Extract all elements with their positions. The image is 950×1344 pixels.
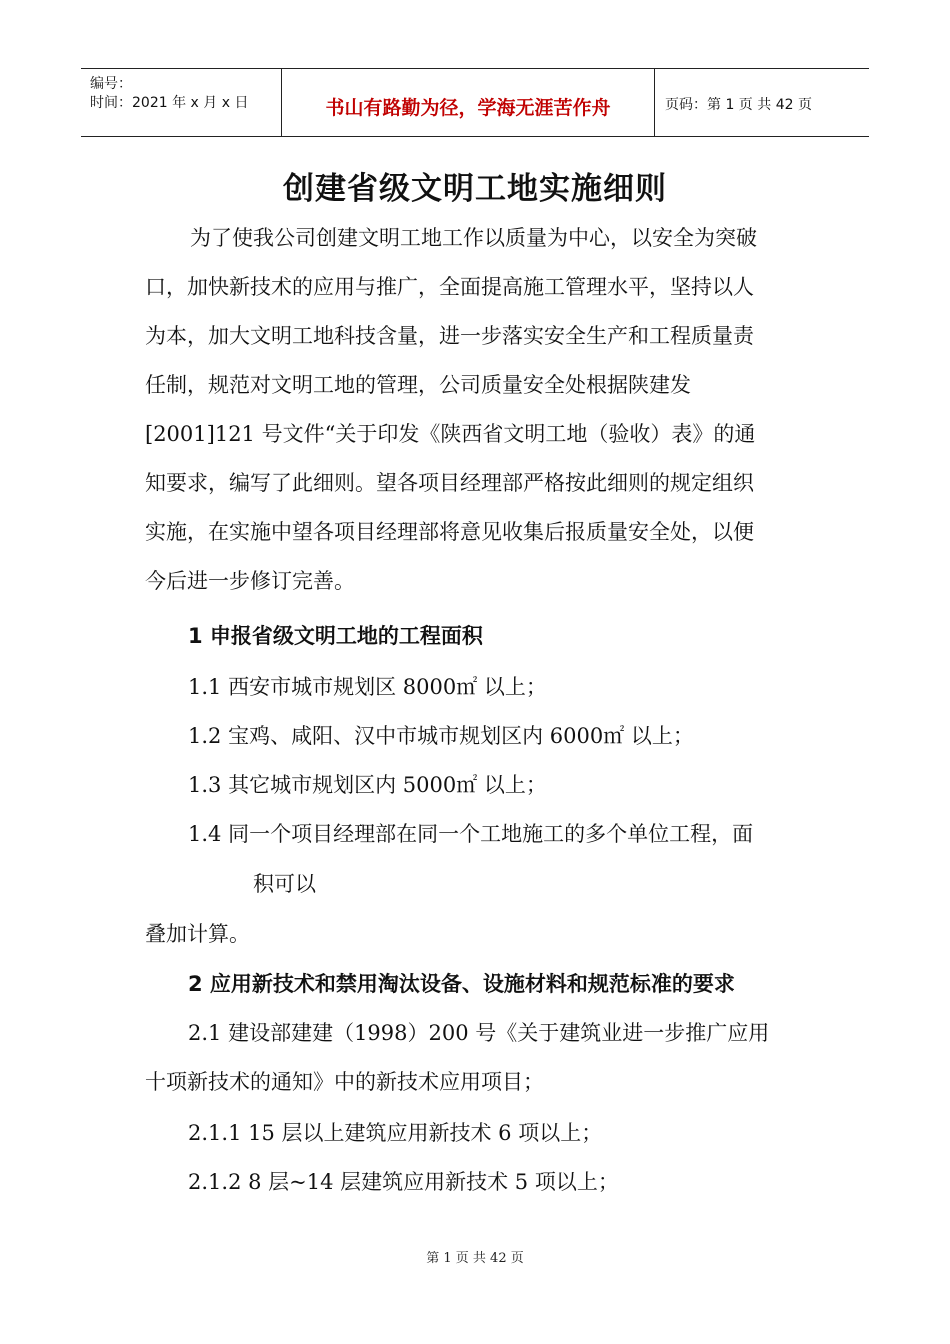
- list-item: 2.1.1 15 层以上建筑应用新技术 6 项以上；: [188, 1121, 603, 1145]
- intro-line: 口，加快新技术的应用与推广，全面提高施工管理水平，坚持以人: [145, 275, 754, 299]
- intro-line: 知要求，编写了此细则。望各项目经理部严格按此细则的规定组织: [145, 471, 754, 495]
- list-item: 2.1 建设部建建（1998）200 号《关于建筑业进一步推广应用: [188, 1021, 770, 1045]
- document-title: 创建省级文明工地实施细则: [283, 171, 667, 207]
- section-heading: 1 申报省级文明工地的工程面积: [188, 624, 483, 648]
- number-label: 编号：: [90, 76, 132, 92]
- intro-line: 今后进一步修订完善。: [145, 569, 355, 593]
- intro-line: 任制，规范对文明工地的管理，公司质量安全处根据陕建发: [145, 373, 691, 397]
- section-heading: 2 应用新技术和禁用淘汰设备、设施材料和规范标准的要求: [188, 972, 735, 996]
- intro-line: 为了使我公司创建文明工地工作以质量为中心，以安全为突破: [190, 226, 757, 250]
- list-item: 1.4 同一个项目经理部在同一个工地施工的多个单位工程，面: [188, 822, 754, 846]
- list-item: 1.1 西安市城市规划区 8000㎡ 以上；: [188, 675, 547, 699]
- list-item: 1.2 宝鸡、咸阳、汉中市城市规划区内 6000㎡ 以上；: [188, 724, 694, 748]
- intro-line: 为本，加大文明工地科技含量，进一步落实安全生产和工程质量责: [145, 324, 754, 348]
- header-motto-cell: [281, 69, 655, 136]
- list-item-continuation: 积可以: [253, 872, 316, 896]
- list-item: 1.3 其它城市规划区内 5000㎡ 以上；: [188, 773, 547, 797]
- header-left-cell: [81, 69, 281, 136]
- header-motto: 书山有路勤为径，学海无涯苦作舟: [325, 97, 611, 119]
- list-item-continuation: 十项新技术的通知》中的新技术应用项目；: [145, 1070, 544, 1094]
- intro-line: 实施，在实施中望各项目经理部将意见收集后报质量安全处，以便: [145, 520, 754, 544]
- page-footer: 第 1 页 共 42 页: [426, 1251, 524, 1266]
- list-item-continuation: 叠加计算。: [145, 922, 250, 946]
- intro-line: [2001]121 号文件“关于印发《陕西省文明工地（验收）表》的通: [145, 422, 756, 446]
- time-label: 时间：2021 年 x 月 x 日: [90, 95, 249, 111]
- header-right-cell: [654, 69, 869, 136]
- document-header: [81, 68, 869, 137]
- list-item: 2.1.2 8 层~14 层建筑应用新技术 5 项以上；: [188, 1170, 619, 1194]
- header-page-code: 页码：第 1 页 共 42 页: [665, 97, 812, 113]
